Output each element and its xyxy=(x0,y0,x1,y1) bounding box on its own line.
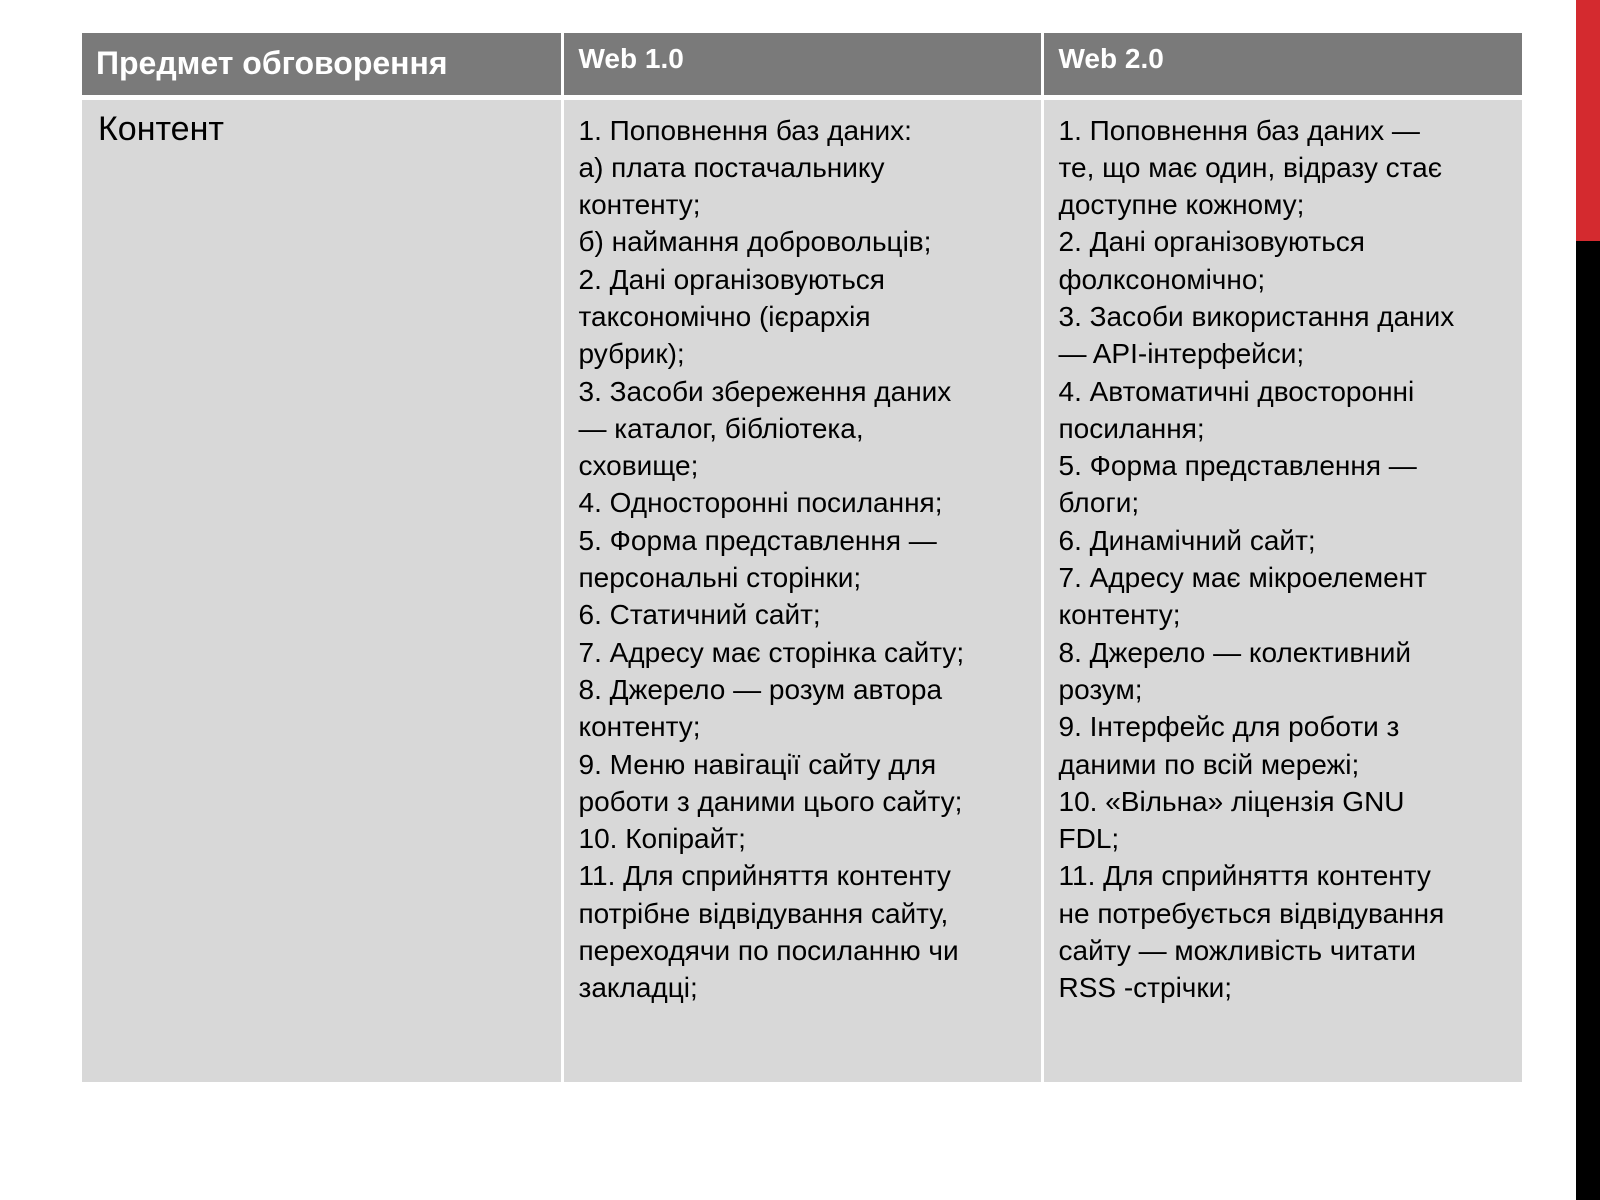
web2-list-line: блоги; xyxy=(1058,487,1140,519)
web1-list-line: персональні сторінки; xyxy=(578,562,862,594)
web2-list-line: даними по всій мережі; xyxy=(1058,748,1360,780)
web2-list-line: 3. Засоби використання даних xyxy=(1058,300,1455,332)
web1-list-line: 1. Поповнення баз даних: xyxy=(578,114,912,146)
web1-list-line: рубрик); xyxy=(578,338,685,370)
web2-list-line: 6. Динамічний сайт; xyxy=(1058,524,1316,556)
web2-list-line: розум; xyxy=(1058,673,1143,705)
table-header-row xyxy=(82,33,1522,97)
web2-list-line: посилання; xyxy=(1058,412,1205,444)
web1-list-line: а) плата постачальнику xyxy=(578,151,885,183)
web1-list-line: контенту; xyxy=(578,711,701,743)
web1-list-line: сховище; xyxy=(578,450,699,482)
header-web1: Web 1.0 xyxy=(562,33,1042,97)
topic-cell: Контент xyxy=(82,97,562,1082)
web2-list-line: не потребується відвідування xyxy=(1058,897,1445,929)
web1-list-line: 5. Форма представлення — xyxy=(578,524,937,556)
web2-list-line: 8. Джерело — колективний xyxy=(1058,636,1411,668)
web1-list-line: 3. Засоби збереження даних xyxy=(578,375,952,407)
web1-list-line: 2. Дані організовуються xyxy=(578,263,885,295)
web2-list-line: 7. Адресу має мікроелемент xyxy=(1058,562,1427,594)
web1-list-line: 9. Меню навігації сайту для xyxy=(578,748,937,780)
web2-list-line: доступне кожному; xyxy=(1058,189,1305,221)
web2-list-line: 11. Для сприйняття контенту xyxy=(1058,860,1431,892)
web1-list-line: 4. Односторонні посилання; xyxy=(578,487,943,519)
web2-list xyxy=(1059,112,1511,1007)
table-row xyxy=(82,97,1522,1082)
web2-list-line: 1. Поповнення баз даних — xyxy=(1058,114,1420,146)
web1-list-line: роботи з даними цього сайту; xyxy=(578,785,963,817)
web2-list-line: фолксономічно; xyxy=(1058,263,1266,295)
web2-list-line: 5. Форма представлення — xyxy=(1058,450,1417,482)
web2-list-line: 10. «Вільна» ліцензія GNU xyxy=(1058,785,1405,817)
header-web2: Web 2.0 xyxy=(1042,33,1522,97)
web1-list-line: 8. Джерело — розум автора xyxy=(578,673,943,705)
web1-list-line: переходячи по посиланню чи xyxy=(578,935,959,967)
header-topic: Предмет обговорення xyxy=(82,33,562,97)
web2-list-line: сайту — можливість читати xyxy=(1058,935,1417,967)
web2-cell xyxy=(1042,97,1522,1082)
web1-list-line: 10. Копірайт; xyxy=(578,823,746,855)
web1-list-line: б) наймання добровольців; xyxy=(578,226,932,258)
web1-cell xyxy=(562,97,1042,1082)
web2-list-line: RSS -стрічки; xyxy=(1058,972,1233,1004)
web1-list-line: потрібне відвідування сайту, xyxy=(578,897,949,929)
web2-list-line: 4. Автоматичні двосторонні xyxy=(1058,375,1415,407)
web1-list-line: 7. Адресу має сторінка сайту; xyxy=(578,636,965,668)
side-decor-accent xyxy=(1576,0,1600,241)
web1-list xyxy=(579,112,1029,1007)
web2-list-line: 9. Інтерфейс для роботи з xyxy=(1058,711,1400,743)
web1-list-line: таксономічно (ієрархія xyxy=(578,300,871,332)
comparison-table xyxy=(82,33,1522,1082)
web2-list-line: 2. Дані організовуються xyxy=(1058,226,1365,258)
web1-list-line: контенту; xyxy=(578,189,701,221)
web1-list-line: — каталог, бібліотека, xyxy=(578,412,864,444)
web2-list-line: FDL; xyxy=(1058,823,1120,855)
web1-list-line: 11. Для сприйняття контенту xyxy=(578,860,951,892)
web2-list-line: контенту; xyxy=(1058,599,1181,631)
web2-list-line: — API-інтерфейси; xyxy=(1058,338,1305,370)
web1-list-line: 6. Статичний сайт; xyxy=(578,599,821,631)
web1-list-line: закладці; xyxy=(578,972,698,1004)
web2-list-line: те, що має один, відразу стає xyxy=(1058,151,1442,183)
